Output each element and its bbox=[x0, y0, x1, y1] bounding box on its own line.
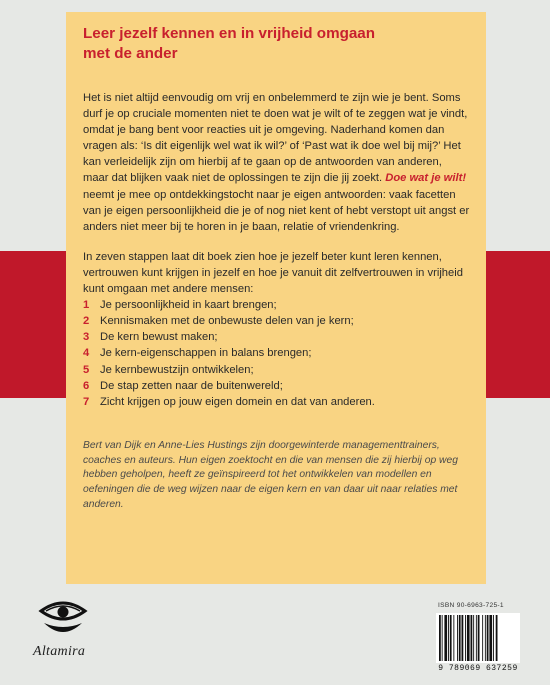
list-item bbox=[83, 313, 470, 329]
barcode-number: 9 789069 637259 bbox=[438, 664, 518, 673]
cover-title: Leer jezelf kennen en in vrijheid omgaan met de ander bbox=[83, 25, 376, 62]
barcode-bar bbox=[459, 615, 461, 661]
step-number: 1 bbox=[83, 299, 90, 312]
step-number: 5 bbox=[83, 363, 90, 376]
barcode-bar bbox=[450, 615, 452, 661]
barcode-bar bbox=[478, 615, 480, 661]
list-item bbox=[83, 394, 470, 410]
barcode-bar bbox=[465, 615, 466, 661]
intro-paragraph bbox=[83, 90, 470, 235]
intro-text-continued: neemt je mee op ontdekkingstocht naar je eigen antwoorden: vaak facetten van je eigen persoonlijkheid die je of nog niet kent of hebt verstopt uit angst er anders niet meer bij te horen in je baan, relatie of vriendenkring. bbox=[83, 188, 470, 233]
list-item bbox=[83, 362, 470, 378]
step-number: 6 bbox=[83, 379, 90, 392]
barcode-bar bbox=[476, 615, 477, 661]
barcode-bar bbox=[473, 615, 474, 661]
step-text: Je persoonlijkheid in kaart brengen; bbox=[100, 299, 277, 312]
barcode-bar bbox=[496, 615, 498, 661]
barcode-bar bbox=[489, 615, 492, 661]
barcode-bar bbox=[482, 615, 483, 661]
step-number: 3 bbox=[83, 331, 90, 344]
barcode-bar bbox=[448, 615, 449, 661]
barcode-bar bbox=[442, 615, 443, 661]
list-item bbox=[83, 329, 470, 345]
barcode-bar bbox=[462, 615, 464, 661]
barcode-icon bbox=[436, 613, 520, 663]
back-cover-panel bbox=[66, 12, 486, 584]
step-text: Kennismaken met de onbewuste delen van je kern; bbox=[100, 315, 354, 328]
list-item bbox=[83, 378, 470, 394]
step-text: Zicht krijgen op jouw eigen domein en dat van anderen. bbox=[100, 395, 375, 408]
step-number: 4 bbox=[83, 347, 90, 360]
barcode-bar bbox=[457, 615, 458, 661]
intro-text: Het is niet altijd eenvoudig om vrij en onbelemmerd te zijn wie je bent. Soms durf je op cruciale momenten niet te doen wat je wilt of te zeggen wat je vindt, omdat je bang bent voor reacties uit je omgeving. Naderhand komen dan vragen als: ‘Is dit eigenlijk wel wat ik wil?’ of ‘Past wat ik doe wel bij mij?’ Het kan verleidelijk zijn om hierbij af te gaan op de antwoorden van anderen, maar dat blijken vaak niet de oplossingen te zijn die jij zoekt. bbox=[83, 92, 468, 185]
isbn-label: ISBN 90-6963-725-1 bbox=[438, 602, 504, 609]
barcode-bar bbox=[485, 615, 486, 661]
barcode-bar bbox=[453, 615, 454, 661]
list-item bbox=[83, 345, 470, 361]
eye-logo-icon bbox=[38, 597, 88, 639]
publisher-name: Altamira bbox=[33, 644, 86, 659]
authors-bio: Bert van Dijk en Anne-Lies Hustings zijn doorgewinterde managementtrainers, coaches en auteurs. Hun eigen zoektocht en die van mensen die zij hierbij op weg hebben geholpen, heeft ze geïnspireerd tot het ontwikkelen van modellen en oefeningen die de weg wijzen naar de eigen kern en van daar uit naar relaties met anderen. bbox=[83, 439, 458, 510]
step-text: De stap zetten naar de buitenwereld; bbox=[100, 379, 283, 392]
step-text: Je kern-eigenschappen in balans brengen; bbox=[100, 347, 312, 360]
step-number: 7 bbox=[83, 395, 90, 408]
barcode-bar bbox=[444, 615, 447, 661]
steps-intro: In zeven stappen laat dit boek zien hoe je jezelf beter kunt leren kennen, vertrouwen kunt krijgen in jezelf en hoe je vanuit dit zelfvertrouwen in vrijheid kunt omgaan met andere mensen: bbox=[83, 250, 463, 296]
barcode-bar bbox=[471, 615, 473, 661]
step-text: De kern bewust maken; bbox=[100, 331, 218, 344]
barcode-bar bbox=[467, 615, 470, 661]
barcode-bar bbox=[439, 615, 441, 661]
barcode-bar bbox=[493, 615, 494, 661]
barcode-bar bbox=[487, 615, 489, 661]
steps-list bbox=[83, 297, 470, 410]
list-item bbox=[83, 297, 470, 313]
step-number: 2 bbox=[83, 315, 90, 328]
book-title-highlight: Doe wat je wilt! bbox=[385, 172, 467, 185]
step-text: Je kernbewustzijn ontwikkelen; bbox=[100, 363, 254, 376]
